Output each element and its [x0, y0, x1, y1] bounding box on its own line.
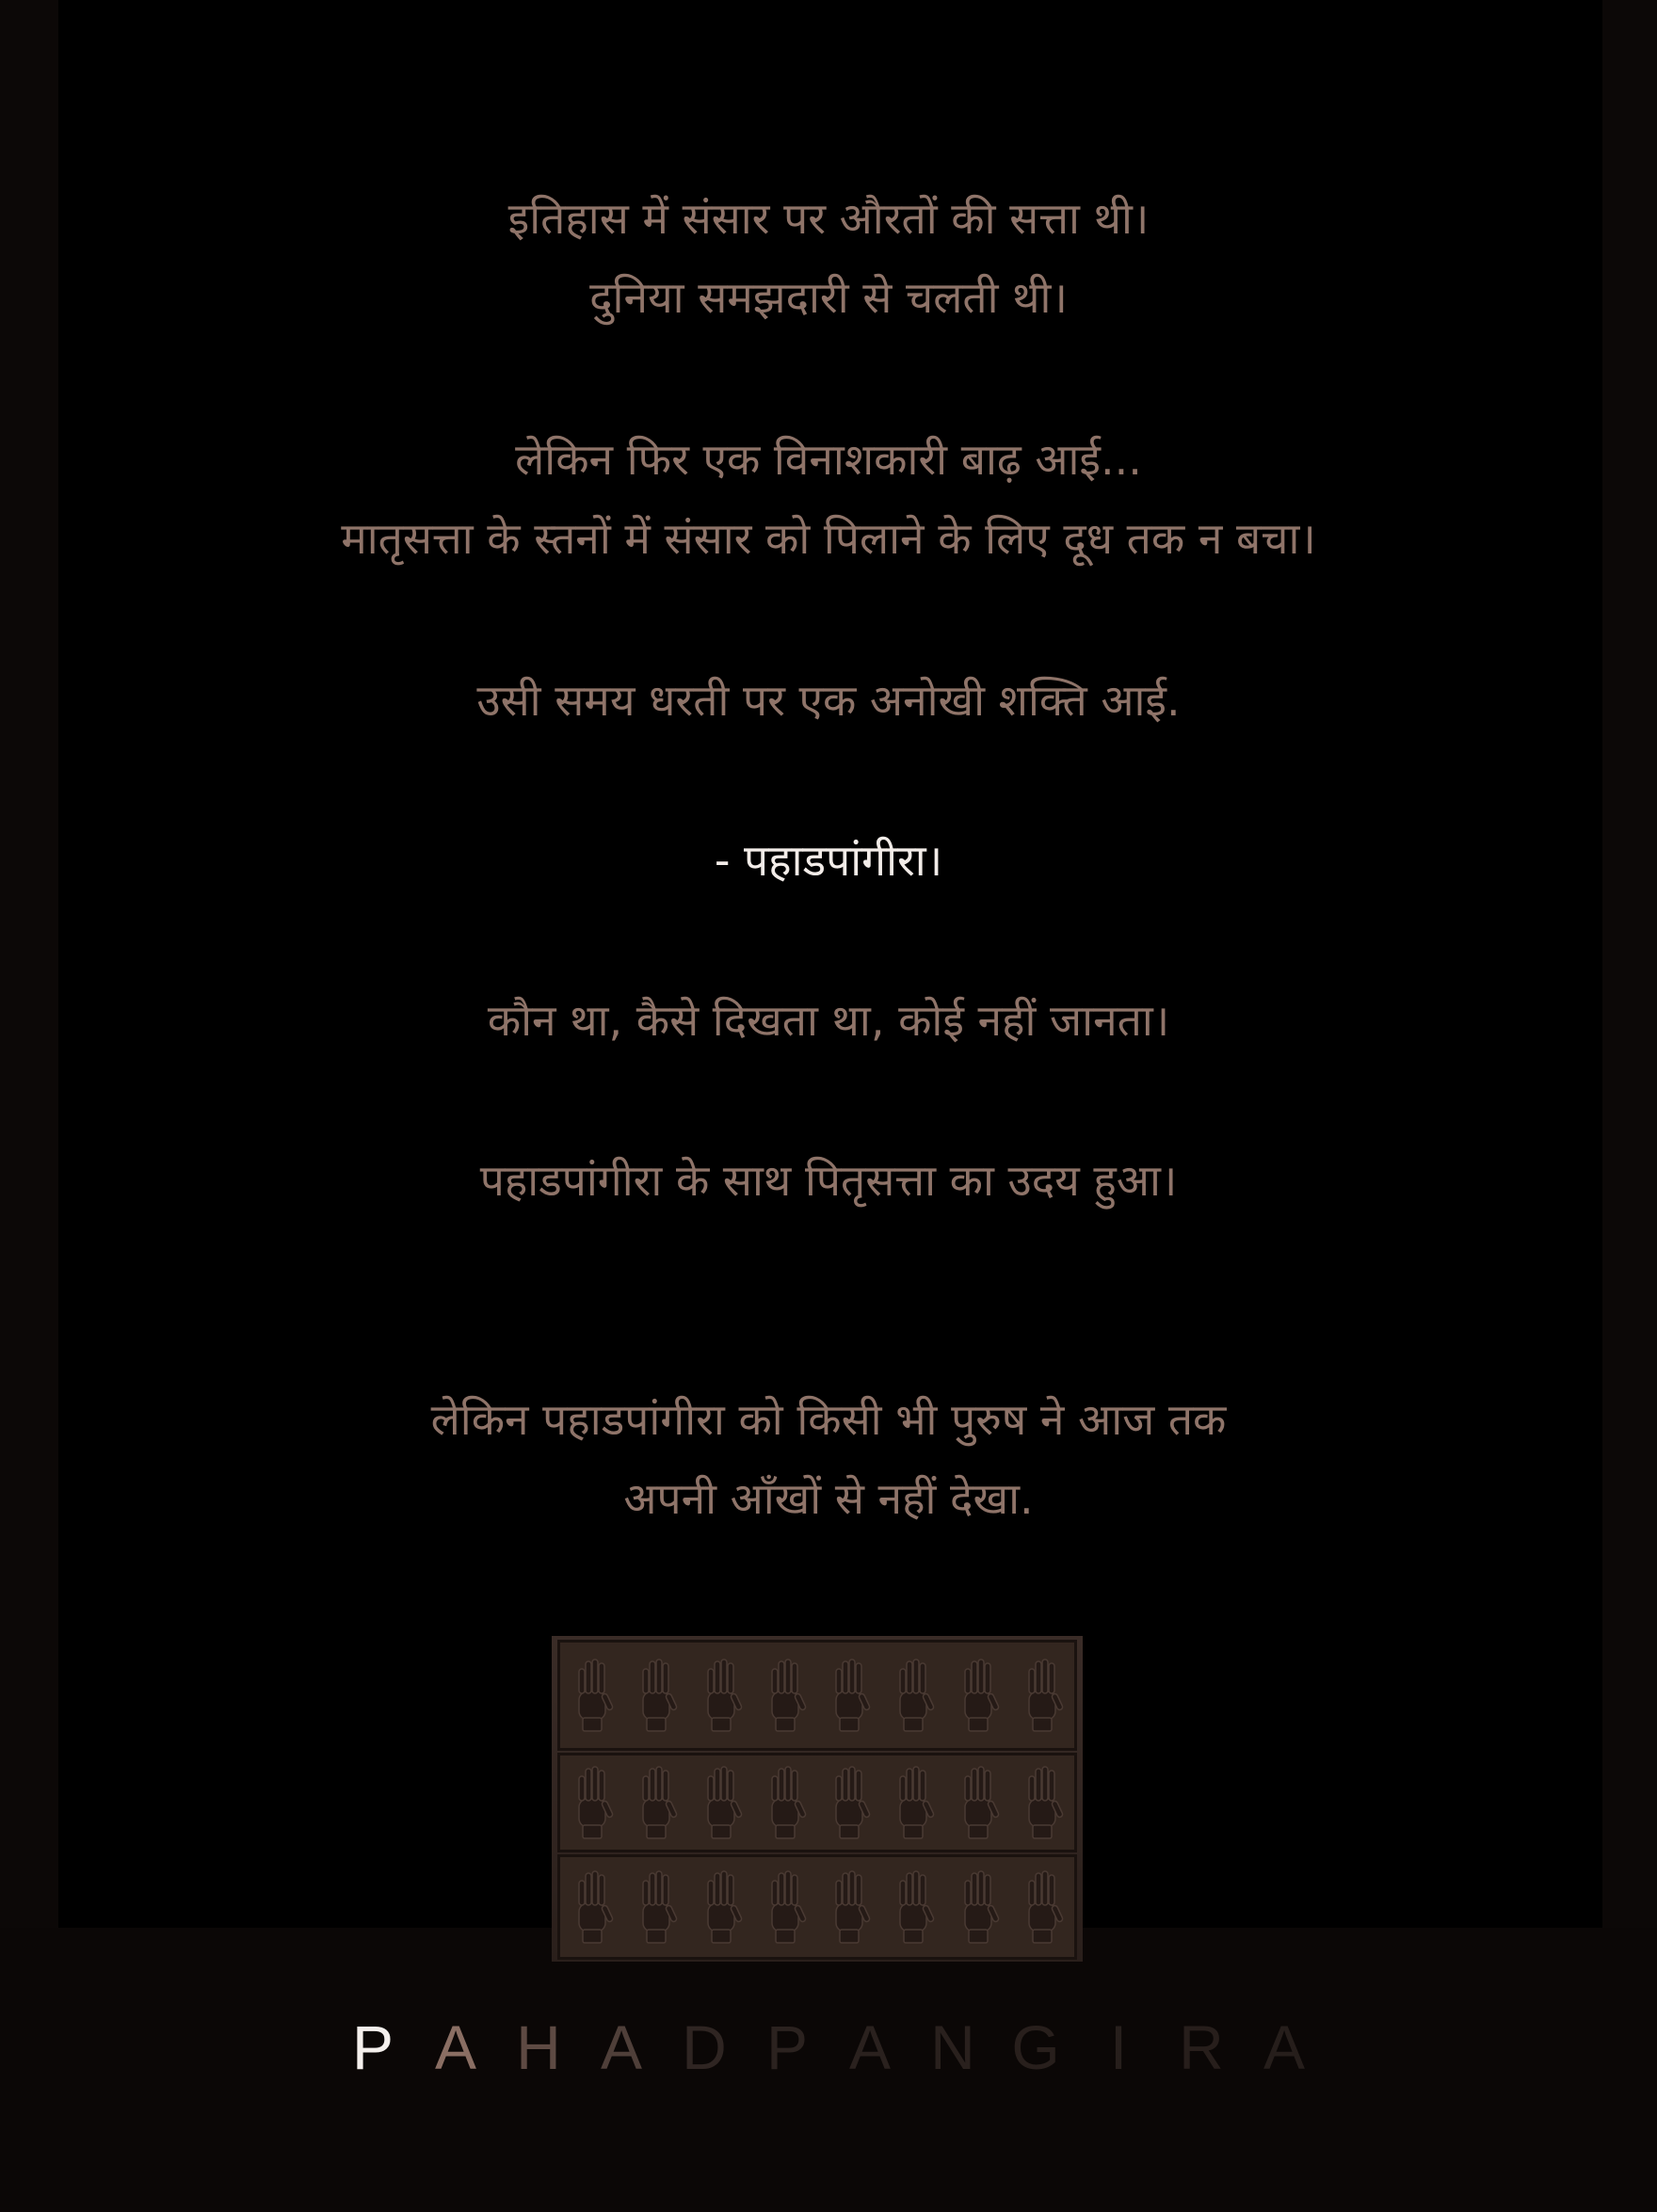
handprint-icon	[634, 1763, 679, 1842]
poem-line-8: पहाडपांगीरा के साथ पितृसत्ता का उदय हुआ।	[479, 1155, 1178, 1206]
handprint-icon	[570, 1867, 615, 1947]
handprint-icon	[956, 1656, 1001, 1735]
poem-line-7: कौन था, कैसे दिखता था, कोई नहीं जानता।	[487, 995, 1170, 1046]
brand-letter: A	[1263, 2012, 1306, 2082]
handprint-icon	[699, 1656, 744, 1735]
brand-letter: H	[516, 2012, 561, 2082]
relief-row	[557, 1854, 1077, 1960]
poem-line-6-title: - पहाडपांगीरा।	[714, 835, 943, 886]
brand-letter: R	[1179, 2012, 1224, 2082]
handprint-icon	[827, 1656, 872, 1735]
handprint-icon	[699, 1867, 744, 1947]
poem-line-1: इतिहास में संसार पर औरतों की सत्ता थी।	[507, 193, 1150, 244]
brand-letter: P	[351, 2012, 394, 2082]
handprint-icon	[570, 1763, 615, 1842]
brand-letter: A	[600, 2012, 643, 2082]
handprint-icon	[891, 1867, 936, 1947]
handprint-icon	[956, 1763, 1001, 1842]
brand-letter: P	[765, 2012, 809, 2082]
handprint-icon	[1020, 1656, 1065, 1735]
brand-letter: A	[434, 2012, 477, 2082]
brand-letter: G	[1011, 2012, 1060, 2082]
handprint-icon	[699, 1763, 744, 1842]
handprint-icon	[763, 1867, 808, 1947]
poem-line-3: लेकिन फिर एक विनाशकारी बाढ़ आई...	[515, 434, 1142, 485]
brand-letter: A	[848, 2012, 892, 2082]
poem-line-2: दुनिया समझदारी से चलती थी।	[589, 272, 1068, 323]
handprint-icon	[763, 1656, 808, 1735]
brand-letter: N	[930, 2012, 975, 2082]
handprint-icon	[1020, 1867, 1065, 1947]
handprint-icon	[634, 1867, 679, 1947]
poem-line-9: लेकिन पहाडपांगीरा को किसी भी पुरुष ने आज तक	[430, 1394, 1227, 1445]
handprint-icon	[891, 1656, 936, 1735]
handprint-icon	[570, 1656, 615, 1735]
brand-wordmark	[0, 2005, 1657, 2090]
relief-row	[557, 1640, 1077, 1751]
relief-row	[557, 1753, 1077, 1852]
brand-letter: D	[682, 2012, 727, 2082]
poem-line-5: उसी समय धरती पर एक अनोखी शक्ति आई.	[476, 675, 1181, 726]
handprint-relief-icon	[552, 1636, 1083, 1962]
handprint-icon	[827, 1763, 872, 1842]
poem-line-10: अपनी आँखों से नहीं देखा.	[623, 1473, 1034, 1524]
poem-line-4: मातृसत्ता के स्तनों में संसार को पिलाने के लिए दूध तक न बचा।	[341, 513, 1316, 564]
handprint-icon	[763, 1763, 808, 1842]
handprint-icon	[634, 1656, 679, 1735]
handprint-icon	[956, 1867, 1001, 1947]
handprint-icon	[827, 1867, 872, 1947]
handprint-icon	[1020, 1763, 1065, 1842]
handprint-icon	[891, 1763, 936, 1842]
brand-letter: I	[1109, 2012, 1128, 2082]
